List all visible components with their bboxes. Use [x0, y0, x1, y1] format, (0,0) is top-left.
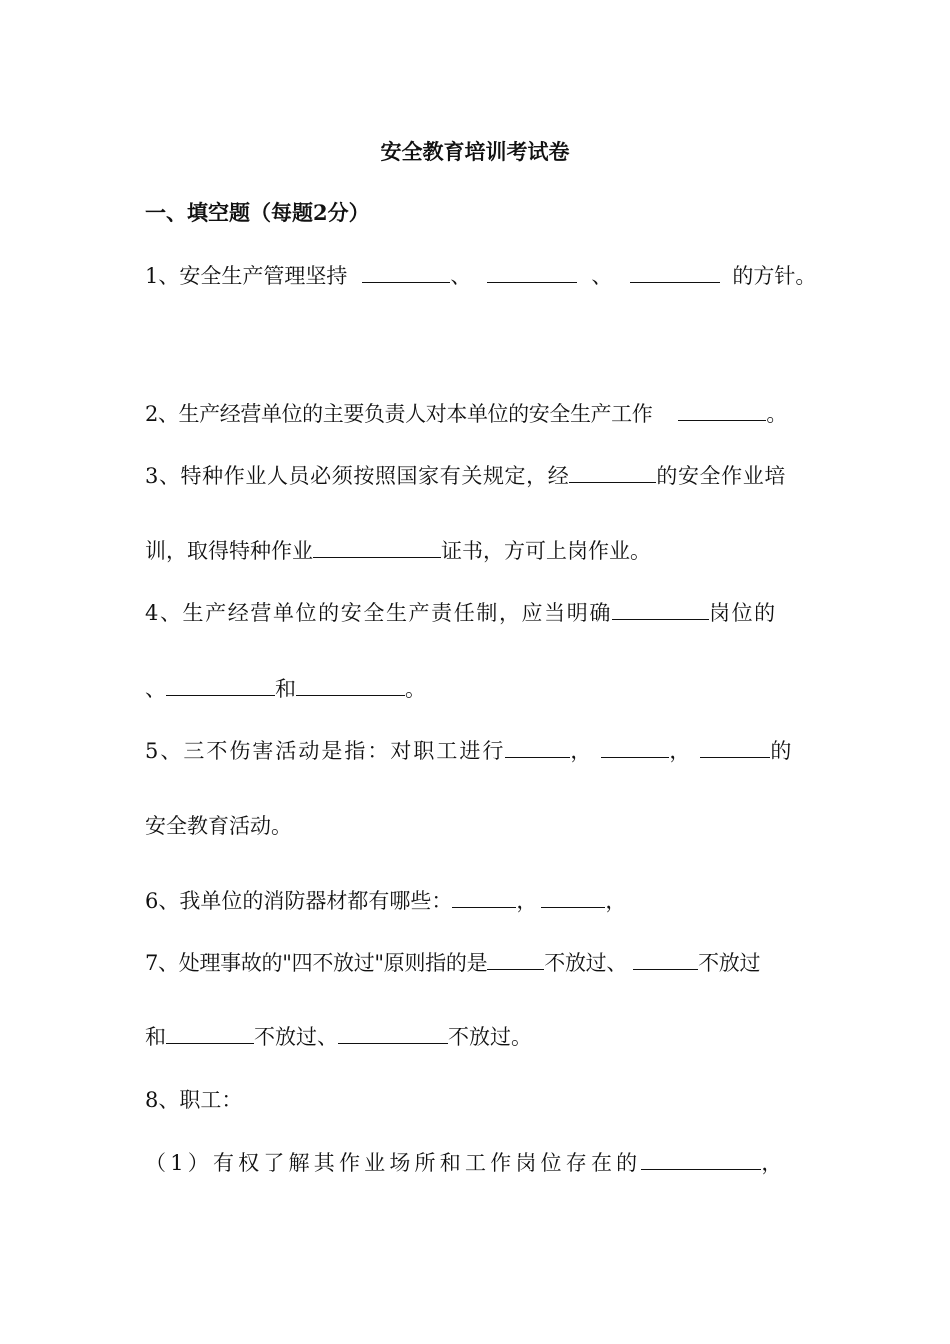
text: 不放过。 [448, 1025, 532, 1049]
answer-blank[interactable] [338, 1021, 448, 1044]
answer-blank[interactable] [166, 1021, 254, 1044]
answer-blank[interactable] [569, 460, 656, 483]
text: 、 [591, 264, 613, 288]
question-2 [145, 398, 787, 429]
text: ， [669, 739, 693, 763]
question-7-line-2 [145, 1021, 532, 1052]
question-1 [145, 260, 816, 291]
answer-blank[interactable] [452, 885, 516, 908]
answer-blank[interactable] [296, 673, 405, 696]
answer-blank[interactable] [700, 735, 770, 758]
text: 证书，方可上岗作业。 [441, 539, 651, 563]
answer-blank[interactable] [601, 735, 669, 758]
text: 的方针。 [732, 264, 817, 288]
answer-blank[interactable] [678, 398, 766, 421]
question-3-line-2 [145, 535, 651, 566]
text: 4、生产经营单位的安全生产责任制，应当明确 [145, 601, 612, 625]
text: 3、特种作业人员必须按照国家有关规定，经 [145, 464, 570, 488]
text: 6、我单位的消防器材都有哪些： [145, 889, 453, 913]
text: 、 [145, 677, 166, 701]
answer-blank[interactable] [166, 673, 275, 696]
answer-blank[interactable] [633, 947, 698, 970]
text: 的安全作业培 [656, 464, 786, 488]
question-4-line-2 [145, 673, 426, 704]
text: 不放过 [698, 951, 761, 975]
answer-blank[interactable] [362, 260, 450, 283]
text: 岗位的 [708, 601, 777, 625]
answer-blank[interactable] [541, 885, 605, 908]
text: （1）有权了解其作业场所和工作岗位存在的 [145, 1151, 642, 1175]
answer-blank[interactable] [487, 947, 544, 970]
question-8-item-1 [145, 1147, 787, 1178]
question-5-line-1 [145, 735, 793, 766]
text: ， [516, 889, 538, 913]
section-heading: 一、填空题（每题2分） [145, 200, 370, 225]
page-title: 安全教育培训考试卷 [380, 139, 570, 164]
question-6 [145, 885, 626, 916]
text: 不放过、 [254, 1025, 338, 1049]
answer-blank[interactable] [630, 260, 720, 283]
answer-blank[interactable] [641, 1147, 761, 1170]
text: 5、三不伤害活动是指：对职工进行 [145, 739, 506, 763]
answer-blank[interactable] [313, 535, 441, 558]
text: 的 [770, 739, 794, 763]
text: 。 [405, 677, 426, 701]
text: 不放过、 [544, 951, 628, 975]
answer-blank[interactable] [487, 260, 577, 283]
text: 和 [145, 1025, 166, 1049]
question-3-line-1 [145, 460, 786, 491]
text: 2、生产经营单位的主要负责人对本单位的安全生产工作 [145, 402, 653, 426]
question-5-line-2: 安全教育活动。 [145, 814, 292, 838]
text: ， [605, 889, 627, 913]
question-8: 8、职工： [145, 1088, 243, 1112]
question-7-line-1 [145, 947, 760, 978]
question-4-line-1 [145, 597, 777, 628]
text: 1、安全生产管理坚持 [145, 264, 348, 288]
text: ， [570, 739, 594, 763]
answer-blank[interactable] [505, 735, 570, 758]
text: 7、处理事故的"四不放过"原则指的是 [145, 951, 488, 975]
text: 训，取得特种作业 [145, 539, 313, 563]
text: ， [761, 1151, 787, 1175]
text: 、 [450, 264, 472, 288]
answer-blank[interactable] [612, 597, 709, 620]
text: 。 [766, 402, 787, 426]
text: 和 [275, 677, 296, 701]
